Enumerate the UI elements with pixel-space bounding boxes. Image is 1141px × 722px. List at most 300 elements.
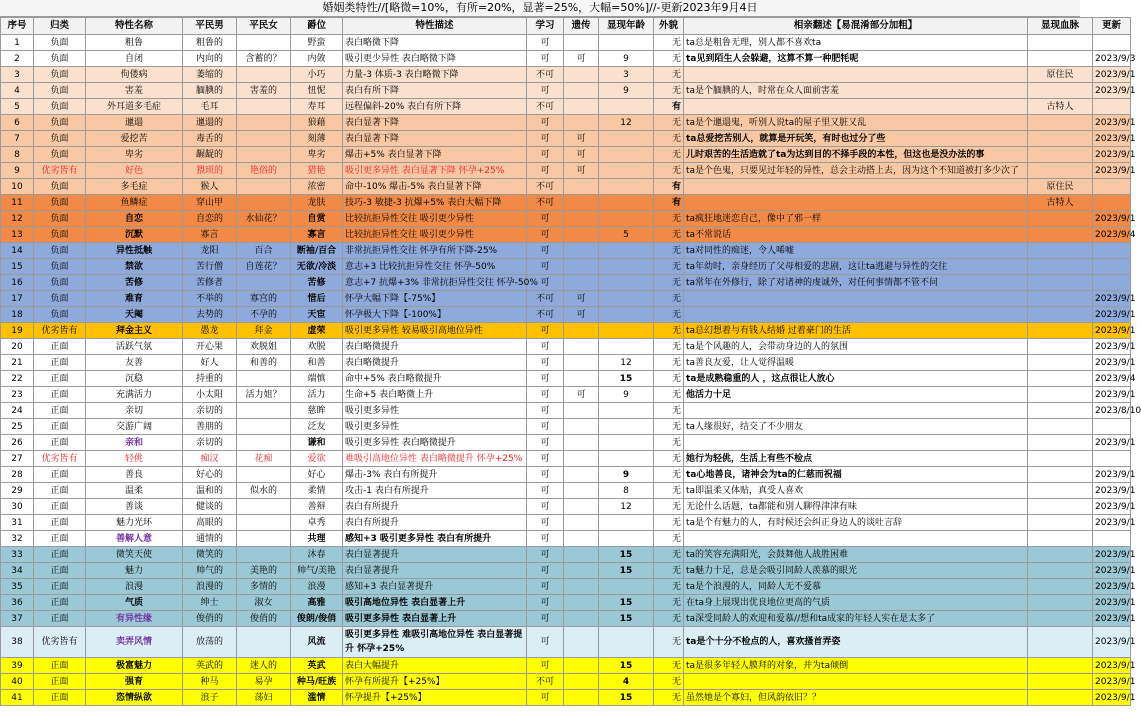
cell-female <box>237 371 291 387</box>
cell-inherit: 可 <box>564 291 599 307</box>
cell-male: 放荡的 <box>183 627 237 658</box>
cell-female <box>237 419 291 435</box>
cell-female <box>237 115 291 131</box>
cell-appearance: 无 <box>654 531 684 547</box>
col-name-header: 特性名称 <box>86 18 183 35</box>
col-inherit-header: 遗传 <box>564 18 599 35</box>
cell-description: 爆击+5% 表白显著下降 <box>343 147 527 163</box>
cell-female <box>237 35 291 51</box>
cell-category: 正面 <box>34 595 86 611</box>
cell-note: 虽然她是个寡妇，但风韵依旧？？ <box>684 690 1028 706</box>
cell-female <box>237 195 291 211</box>
cell-inherit <box>564 115 599 131</box>
cell-updated: 2023/9/1 <box>1093 307 1131 323</box>
cell-title: 自赏 <box>291 211 343 227</box>
cell-category: 负面 <box>34 51 86 67</box>
cell-inherit <box>564 531 599 547</box>
cell-female: 艳俗的 <box>237 163 291 179</box>
cell-appearance: 有 <box>654 99 684 115</box>
cell-male: 穿山甲 <box>183 195 237 211</box>
cell-no: 6 <box>1 115 34 131</box>
cell-inherit <box>564 674 599 690</box>
cell-description: 吸引更多异性 表白略微提升 <box>343 435 527 451</box>
cell-appearance: 无 <box>654 259 684 275</box>
cell-no: 24 <box>1 403 34 419</box>
cell-category: 优劣皆有 <box>34 323 86 339</box>
cell-male: 不举的 <box>183 291 237 307</box>
cell-bloodline <box>1028 499 1093 515</box>
cell-age <box>599 451 654 467</box>
cell-bloodline <box>1028 227 1093 243</box>
cell-female: 易孕 <box>237 674 291 690</box>
cell-appearance: 无 <box>654 323 684 339</box>
cell-title: 俊朗/俊俏 <box>291 611 343 627</box>
cell-age <box>599 435 654 451</box>
cell-appearance: 无 <box>654 674 684 690</box>
cell-updated: 2023/9/1 <box>1093 291 1131 307</box>
cell-name: 极富魅力 <box>86 658 183 674</box>
cell-description: 吸引更多异性 较易吸引高地位异性 <box>343 323 527 339</box>
cell-age <box>599 403 654 419</box>
table-row <box>1 195 1131 211</box>
col-note-header: 相亲翻述【易混淆部分加粗】 <box>684 18 1028 35</box>
cell-name: 自闭 <box>86 51 183 67</box>
table-row <box>1 658 1131 674</box>
cell-age <box>599 131 654 147</box>
cell-bloodline <box>1028 323 1093 339</box>
cell-note <box>684 403 1028 419</box>
table-row <box>1 35 1131 51</box>
cell-bloodline <box>1028 51 1093 67</box>
cell-description: 怀孕有所提升【+25%】 <box>343 674 527 690</box>
cell-title: 忸怩 <box>291 83 343 99</box>
cell-female <box>237 499 291 515</box>
cell-title: 寿耳 <box>291 99 343 115</box>
cell-age <box>599 195 654 211</box>
cell-bloodline <box>1028 674 1093 690</box>
cell-title: 帅气/美艳 <box>291 563 343 579</box>
cell-name: 邋遢 <box>86 115 183 131</box>
cell-age: 3 <box>599 67 654 83</box>
cell-bloodline <box>1028 259 1093 275</box>
cell-bloodline <box>1028 35 1093 51</box>
cell-learn: 可 <box>527 563 564 579</box>
cell-no: 9 <box>1 163 34 179</box>
cell-appearance: 无 <box>654 35 684 51</box>
cell-name: 外耳道多毛症 <box>86 99 183 115</box>
table-row <box>1 627 1131 658</box>
cell-updated <box>1093 99 1131 115</box>
table-row <box>1 595 1131 611</box>
table-row <box>1 467 1131 483</box>
cell-inherit: 可 <box>564 147 599 163</box>
cell-learn: 可 <box>527 579 564 595</box>
cell-learn: 不可 <box>527 179 564 195</box>
cell-note: ta人缘很好，结交了不少朋友 <box>684 419 1028 435</box>
cell-name: 善谈 <box>86 499 183 515</box>
table-row <box>1 227 1131 243</box>
cell-category: 负面 <box>34 259 86 275</box>
cell-title: 谦和 <box>291 435 343 451</box>
cell-note: ta对同性的痴迷，令人唏嘘 <box>684 243 1028 259</box>
cell-title: 卓秀 <box>291 515 343 531</box>
cell-name: 善解人意 <box>86 531 183 547</box>
cell-updated <box>1093 243 1131 259</box>
table-row <box>1 99 1131 115</box>
cell-bloodline <box>1028 531 1093 547</box>
col-title-header: 爵位 <box>291 18 343 35</box>
cell-male: 亲切的 <box>183 403 237 419</box>
cell-appearance: 无 <box>654 163 684 179</box>
cell-appearance: 无 <box>654 275 684 291</box>
cell-male: 苦行僧 <box>183 259 237 275</box>
cell-appearance: 无 <box>654 419 684 435</box>
cell-title: 小巧 <box>291 67 343 83</box>
cell-age <box>599 579 654 595</box>
cell-description: 命中+5% 表白略微提升 <box>343 371 527 387</box>
table-row <box>1 83 1131 99</box>
cell-category: 优劣皆有 <box>34 451 86 467</box>
cell-learn: 可 <box>527 83 564 99</box>
cell-appearance: 无 <box>654 483 684 499</box>
cell-inherit <box>564 339 599 355</box>
cell-appearance: 无 <box>654 499 684 515</box>
cell-learn: 可 <box>527 403 564 419</box>
cell-bloodline: 原住民 <box>1028 179 1093 195</box>
cell-bloodline <box>1028 275 1093 291</box>
cell-note: ta善良友爱，让人觉得温暖 <box>684 355 1028 371</box>
cell-appearance: 无 <box>654 115 684 131</box>
cell-note: ta是个十分不检点的人，喜欢搔首弄姿 <box>684 627 1028 658</box>
cell-learn: 不可 <box>527 99 564 115</box>
cell-description: 非常抗拒异性交往 怀孕有所下降-25% <box>343 243 527 259</box>
cell-note <box>684 531 1028 547</box>
cell-updated: 2023/9/1 <box>1093 579 1131 595</box>
cell-category: 正面 <box>34 515 86 531</box>
cell-female: 迷人的 <box>237 658 291 674</box>
cell-learn: 可 <box>527 131 564 147</box>
cell-title: 爱欲 <box>291 451 343 467</box>
cell-title: 风流 <box>291 627 343 658</box>
cell-description: 怀孕极大下降【-100%】 <box>343 307 527 323</box>
cell-no: 38 <box>1 627 34 658</box>
cell-appearance: 无 <box>654 547 684 563</box>
cell-title: 浪漫 <box>291 579 343 595</box>
cell-description: 感知+3 表白显著提升 <box>343 579 527 595</box>
cell-appearance: 无 <box>654 595 684 611</box>
cell-appearance: 无 <box>654 467 684 483</box>
cell-male: 英武的 <box>183 658 237 674</box>
cell-learn: 不可 <box>527 674 564 690</box>
cell-female: 害羞的 <box>237 83 291 99</box>
cell-age <box>599 275 654 291</box>
cell-appearance: 无 <box>654 627 684 658</box>
cell-note: ta是个浪漫的人，同龄人无不爱慕 <box>684 579 1028 595</box>
cell-title: 卑劣 <box>291 147 343 163</box>
cell-age <box>599 339 654 355</box>
cell-description: 难吸引高地位异性 表白略微提升 怀孕+25% <box>343 451 527 467</box>
cell-name: 佝偻病 <box>86 67 183 83</box>
cell-age <box>599 147 654 163</box>
cell-bloodline <box>1028 451 1093 467</box>
cell-inherit <box>564 467 599 483</box>
cell-inherit <box>564 579 599 595</box>
col-age-header: 显现年龄 <box>599 18 654 35</box>
cell-updated <box>1093 275 1131 291</box>
cell-name: 恣情纵欲 <box>86 690 183 706</box>
table-row <box>1 115 1131 131</box>
cell-title: 高雅 <box>291 595 343 611</box>
cell-inherit <box>564 451 599 467</box>
cell-title: 刻薄 <box>291 131 343 147</box>
cell-age: 8 <box>599 483 654 499</box>
cell-note: ta不常说话 <box>684 227 1028 243</box>
cell-age <box>599 243 654 259</box>
table-row <box>1 355 1131 371</box>
cell-description: 意志+3 比较抗拒异性交往 怀孕-50% <box>343 259 527 275</box>
cell-learn: 可 <box>527 515 564 531</box>
cell-category: 正面 <box>34 499 86 515</box>
cell-description: 表白略微提升 <box>343 339 527 355</box>
table-row <box>1 483 1131 499</box>
cell-description: 吸引更多异性 <box>343 419 527 435</box>
cell-name: 天阉 <box>86 307 183 323</box>
cell-male: 高眼的 <box>183 515 237 531</box>
cell-note: ta是个有魅力的人，有时候还会纠正身边人的谈吐言辞 <box>684 515 1028 531</box>
cell-age: 12 <box>599 499 654 515</box>
cell-name: 难育 <box>86 291 183 307</box>
cell-updated: 2023/9/1 <box>1093 483 1131 499</box>
table-row <box>1 163 1131 179</box>
table-row <box>1 499 1131 515</box>
cell-name: 强育 <box>86 674 183 690</box>
cell-bloodline <box>1028 419 1093 435</box>
cell-learn: 可 <box>527 387 564 403</box>
cell-name: 亲和 <box>86 435 183 451</box>
cell-bloodline <box>1028 371 1093 387</box>
cell-female <box>237 227 291 243</box>
cell-appearance: 无 <box>654 147 684 163</box>
cell-note: ta即温柔又体贴，真受人喜欢 <box>684 483 1028 499</box>
cell-bloodline <box>1028 483 1093 499</box>
cell-appearance: 有 <box>654 179 684 195</box>
cell-updated: 2023/9/1 <box>1093 339 1131 355</box>
sheet-title: 婚姻类特性//[略微=10%，有所=20%，显著=25%，大幅=50%]//-更新2023年9月4日 <box>0 0 1080 17</box>
table-row <box>1 547 1131 563</box>
cell-no: 22 <box>1 371 34 387</box>
cell-appearance: 无 <box>654 611 684 627</box>
cell-appearance: 无 <box>654 515 684 531</box>
cell-learn: 可 <box>527 371 564 387</box>
cell-category: 正面 <box>34 339 86 355</box>
table-row <box>1 291 1131 307</box>
cell-male: 善朋的 <box>183 419 237 435</box>
cell-description: 生命+5 表白略微上升 <box>343 387 527 403</box>
cell-updated: 2023/9/4 <box>1093 371 1131 387</box>
cell-inherit <box>564 371 599 387</box>
cell-male: 帅气的 <box>183 563 237 579</box>
cell-female <box>237 547 291 563</box>
cell-learn: 可 <box>527 419 564 435</box>
table-row <box>1 275 1131 291</box>
cell-age <box>599 291 654 307</box>
cell-bloodline <box>1028 147 1093 163</box>
cell-bloodline <box>1028 403 1093 419</box>
cell-updated: 2023/9/1 <box>1093 611 1131 627</box>
cell-description: 命中-10% 爆击-5% 表白显著下降 <box>343 179 527 195</box>
cell-updated: 2023/9/1 <box>1093 658 1131 674</box>
cell-no: 4 <box>1 83 34 99</box>
cell-category: 正面 <box>34 355 86 371</box>
cell-inherit: 可 <box>564 51 599 67</box>
cell-note: 在ta身上展现出优良地位更高的气质 <box>684 595 1028 611</box>
cell-no: 7 <box>1 131 34 147</box>
cell-note: ta总爱挖苦别人，就算是开玩笑，有时也过分了些 <box>684 131 1028 147</box>
cell-name: 交游广阔 <box>86 419 183 435</box>
cell-bloodline <box>1028 467 1093 483</box>
cell-no: 16 <box>1 275 34 291</box>
cell-name: 充满活力 <box>86 387 183 403</box>
table-row <box>1 579 1131 595</box>
cell-female: 活力姐？ <box>237 387 291 403</box>
cell-female: 寡宫的 <box>237 291 291 307</box>
cell-female <box>237 67 291 83</box>
cell-updated: 2023/9/1 <box>1093 547 1131 563</box>
cell-description: 攻击-1 表白有所提升 <box>343 483 527 499</box>
cell-female <box>237 467 291 483</box>
cell-description: 表白显著下降 <box>343 131 527 147</box>
cell-bloodline <box>1028 579 1093 595</box>
cell-updated: 2023/8/10 <box>1093 403 1131 419</box>
cell-appearance: 无 <box>654 307 684 323</box>
cell-updated: 2023/9/1 <box>1093 467 1131 483</box>
cell-female <box>237 99 291 115</box>
cell-note: 他活力十足 <box>684 387 1028 403</box>
cell-description: 比较抗拒异性交往 吸引更少异性 <box>343 227 527 243</box>
cell-male: 粗鲁的 <box>183 35 237 51</box>
table-row <box>1 323 1131 339</box>
cell-female <box>237 403 291 419</box>
cell-name: 卖弄风情 <box>86 627 183 658</box>
cell-note: ta见到陌生人会躲避，这算不算一种肥牦呢 <box>684 51 1028 67</box>
table-row <box>1 387 1131 403</box>
cell-appearance: 无 <box>654 67 684 83</box>
cell-category: 正面 <box>34 483 86 499</box>
cell-note: ta是个色鬼，只要见过年轻的异性，总会主动搭上去，因为这个不知道被打多少次了 <box>684 163 1028 179</box>
cell-age: 15 <box>599 563 654 579</box>
cell-learn: 可 <box>527 547 564 563</box>
cell-inherit <box>564 243 599 259</box>
table-row <box>1 243 1131 259</box>
cell-inherit: 可 <box>564 387 599 403</box>
cell-age: 15 <box>599 611 654 627</box>
cell-female: 多情的 <box>237 579 291 595</box>
cell-appearance: 无 <box>654 579 684 595</box>
cell-name: 魅力光环 <box>86 515 183 531</box>
cell-female <box>237 131 291 147</box>
cell-name: 沉稳 <box>86 371 183 387</box>
cell-no: 36 <box>1 595 34 611</box>
cell-age <box>599 531 654 547</box>
cell-male: 龙阳 <box>183 243 237 259</box>
cell-category: 正面 <box>34 435 86 451</box>
cell-age: 9 <box>599 467 654 483</box>
cell-description: 意志+7 抗爆+3% 非常抗拒异性交往 怀孕-50% <box>343 275 527 291</box>
cell-no: 11 <box>1 195 34 211</box>
cell-bloodline <box>1028 658 1093 674</box>
cell-female: 欢脱姐 <box>237 339 291 355</box>
cell-appearance: 无 <box>654 371 684 387</box>
cell-name: 害羞 <box>86 83 183 99</box>
cell-female: 淑女 <box>237 595 291 611</box>
cell-learn: 可 <box>527 227 564 243</box>
cell-no: 35 <box>1 579 34 595</box>
cell-note: ta常年在外修行，除了对诸神的虔诚外，对任何事情都不管不问 <box>684 275 1028 291</box>
cell-inherit <box>564 227 599 243</box>
cell-inherit: 可 <box>564 131 599 147</box>
cell-updated <box>1093 35 1131 51</box>
cell-title: 活力 <box>291 387 343 403</box>
cell-appearance: 无 <box>654 227 684 243</box>
cell-no: 33 <box>1 547 34 563</box>
cell-appearance: 无 <box>654 339 684 355</box>
cell-inherit <box>564 323 599 339</box>
cell-bloodline: 古特人 <box>1028 99 1093 115</box>
cell-category: 正面 <box>34 563 86 579</box>
cell-title: 共理 <box>291 531 343 547</box>
cell-learn: 可 <box>527 147 564 163</box>
cell-description: 技巧-3 敏捷-3 抗爆+5% 表白大幅下降 <box>343 195 527 211</box>
cell-inherit <box>564 35 599 51</box>
col-male-header: 平民男 <box>183 18 237 35</box>
cell-name: 鱼鳞症 <box>86 195 183 211</box>
cell-description: 远程偏斜-20% 表白有所下降 <box>343 99 527 115</box>
cell-inherit <box>564 195 599 211</box>
cell-updated: 2023/9/1 <box>1093 211 1131 227</box>
cell-bloodline <box>1028 515 1093 531</box>
cell-note: ta是很多年轻人膜拜的对象，并为ta倾倒 <box>684 658 1028 674</box>
cell-age: 15 <box>599 371 654 387</box>
cell-learn: 可 <box>527 451 564 467</box>
cell-note <box>684 99 1028 115</box>
cell-note: ta魅力十足，总是会吸引同龄人羡慕的眼光 <box>684 563 1028 579</box>
cell-no: 21 <box>1 355 34 371</box>
cell-male: 去势的 <box>183 307 237 323</box>
cell-no: 12 <box>1 211 34 227</box>
cell-note <box>684 67 1028 83</box>
cell-age <box>599 419 654 435</box>
cell-updated: 2023/9/1 <box>1093 83 1131 99</box>
cell-note: ta是个腼腆的人，时常在众人面前害羞 <box>684 83 1028 99</box>
cell-description: 表白显著提升 <box>343 547 527 563</box>
cell-bloodline <box>1028 163 1093 179</box>
col-updated-header: 更新 <box>1093 18 1131 35</box>
col-appearance-header: 外貌 <box>654 18 684 35</box>
cell-female: 含蓄的？ <box>237 51 291 67</box>
cell-age <box>599 163 654 179</box>
cell-bloodline <box>1028 435 1093 451</box>
cell-learn: 可 <box>527 531 564 547</box>
cell-learn: 可 <box>527 339 564 355</box>
col-no-header: 序号 <box>1 18 34 35</box>
cell-learn: 可 <box>527 35 564 51</box>
cell-title: 欢脱 <box>291 339 343 355</box>
cell-updated <box>1093 179 1131 195</box>
cell-inherit <box>564 419 599 435</box>
table-row <box>1 531 1131 547</box>
cell-title: 和善 <box>291 355 343 371</box>
cell-bloodline <box>1028 211 1093 227</box>
